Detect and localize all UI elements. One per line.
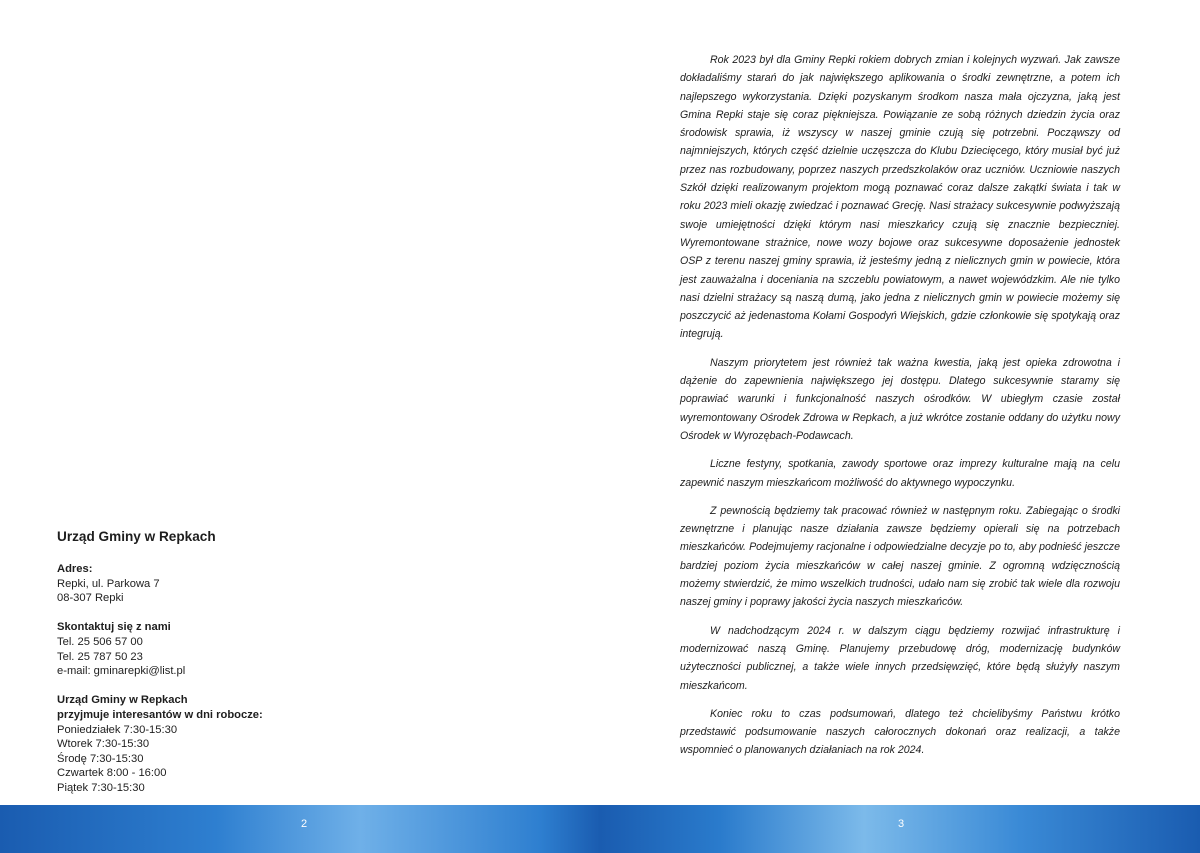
letter-paragraph: Rok 2023 był dla Gminy Repki rokiem dobrych zmian i kolejnych wyzwań. Jak zawsze dokładaliśmy starań do jak największego aplikowania o środki zewnętrzne, a potem ich najlepszego wykorzystania. Dzięki pozyskanym środkom nasza mała ojczyzna, jaką jest Gmina Repki staje się coraz piękniejsza. Powiązanie ze sobą różnych dziedzin życia oraz środowisk sprawia, iż wszyscy w naszej gminie czują się potrzebni. Począwszy od najmniejszych, których część dzielnie uczęszcza do Klubu Dziecięcego, który musiał być już przez nas rozbudowany, poprzez naszych przedszkolaków oraz uczniów. Uczniowie naszych Szkół dzięki realizowanym projektom mogą poznawać coraz dalsze zakątki świata i tak w roku 2023 mieli okazję zwiedzać i poznawać Grecję. Nasi strażacy sukcesywnie podwyższają swoje umiejętności dzięki którym nasi mieszkańcy czują się znacznie bezpieczniej. Wyremontowane strażnice, nowe wozy bojowe oraz sukcesywne doposażenie jednostek OSP z terenu naszej gminy sprawia, iż jesteśmy jedną z nielicznych gmin w powiecie, która jest zauważalna i doceniania na szczeblu powiatowym, a nawet wojewódzkim. Ale nie tylko nasi dzielni strażacy są naszą dumą, jako jedna z nielicznych gmin w powiecie możemy się poszczycić aż jedenastoma Kołami Gospodyń Wiejskich, gdzie członkowie się spotykają oraz integrują. <box>680 54 1120 341</box>
phone-line: Tel. 25 787 50 23 <box>57 650 143 663</box>
hours-line: Czwartek 8:00 - 16:00 <box>57 767 167 780</box>
address-block <box>57 562 377 606</box>
page-number-right: 3 <box>898 818 905 830</box>
hours-subheading: przyjmuje interesantów w dni robocze: <box>57 708 263 721</box>
letter-paragraph: Z pewnością będziemy tak pracować również w następnym roku. Zabiegając o środki zewnętrzne i planując nasze działania zawsze będziemy opierali się na potrzebach mieszkańców. Podejmujemy racjonalne i odpowiedzialne decyzje po to, aby podnieść jeszcze bardziej poziom życia mieszkańców w całej naszej gminie. Z ogromną wdzięcznością możemy stwierdzić, że mimo wszelkich trudności, udało nam się zrobić tak wiele dla rozwoju naszej gminy i poprawy jakości życia naszych mieszkańców. <box>680 504 1120 609</box>
letter-paragraph: Liczne festyny, spotkania, zawody sportowe oraz imprezy kulturalne mają na celu zapewnić naszym mieszkańcom możliwość do aktywnego wypoczynku. <box>680 458 1120 489</box>
phone-line: Tel. 25 506 57 00 <box>57 635 143 648</box>
letter-paragraph: Koniec roku to czas podsumowań, dlatego też chcielibyśmy Państwu krótko przedstawić podsumowanie naszych całorocznych dokonań oraz realizacji, a także wspomnieć o planowanych działaniach na rok 2024. <box>680 707 1120 757</box>
address-heading: Adres: <box>57 563 93 575</box>
hours-line: Piątek 7:30-15:30 <box>57 781 145 794</box>
address-line: 08-307 Repki <box>57 592 124 605</box>
address-line: Repki, ul. Parkowa 7 <box>57 577 160 590</box>
contact-block <box>57 529 377 810</box>
hours-line: Środę 7:30-15:30 <box>57 752 144 765</box>
right-page <box>600 0 1200 805</box>
page-number-left: 2 <box>301 818 308 830</box>
left-page <box>0 0 600 805</box>
hours-line: Wtorek 7:30-15:30 <box>57 738 150 751</box>
hours-line: Poniedziałek 7:30-15:30 <box>57 723 178 736</box>
office-title: Urząd Gminy w Repkach <box>57 529 216 544</box>
letter-paragraph: W nadchodzącym 2024 r. w dalszym ciągu będziemy rozwijać infrastrukturę i modernizować naszą Gminę. Planujemy przebudowę dróg, modernizację budynków użyteczności publicznej, a także wiele innych przedsięwzięć, które będą służyły naszym mieszkańcom. <box>680 624 1120 692</box>
office-hours-block <box>57 693 377 795</box>
hours-heading: Urząd Gminy w Repkach <box>57 694 188 707</box>
letter-paragraph: Naszym priorytetem jest również tak ważna kwestia, jaką jest opieka zdrowotna i dążenie do zapewnienia największego jej dostępu. Dlatego sukcesywnie staramy się poprawiać warunki i funkcjonalność naszych ośrodków. W ubiegłym czasie został wyremontowany Ośrodek Zdrowa w Repkach, a już wkrótce zostanie oddany do użytku nowy Ośrodek w Wyrozębach-Podawcach. <box>680 356 1120 442</box>
email-line: e-mail: gminarepki@list.pl <box>57 665 186 678</box>
introduction-letter <box>680 51 1120 770</box>
contact-heading: Skontaktuj się z nami <box>57 621 171 634</box>
contact-info-block <box>57 620 377 678</box>
footer-band <box>0 805 1200 853</box>
